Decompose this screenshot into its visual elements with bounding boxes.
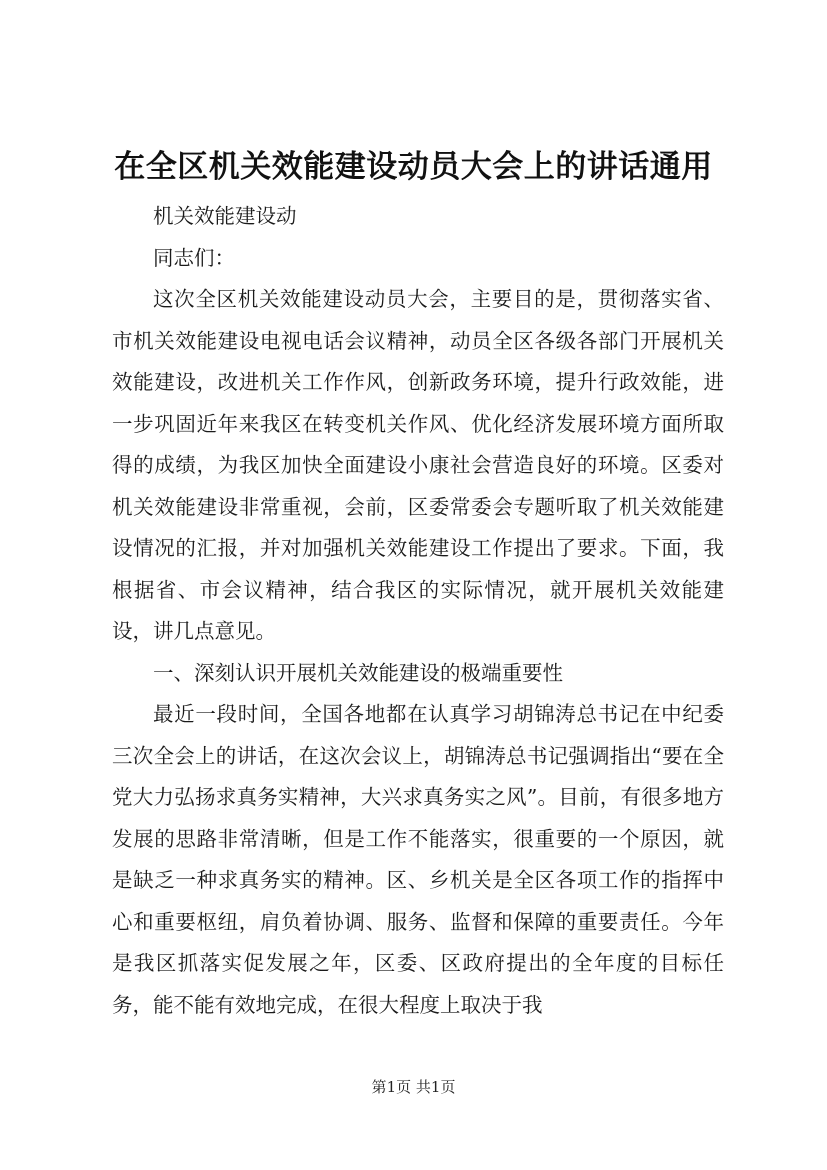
body-paragraph: 最近一段时间，全国各地都在认真学习胡锦涛总书记在中纪委三次全会上的讲话，在这次会议上，胡锦涛总书记强调指出“要在全党大力弘扬求真务实精神，大兴求真务实之风”。目前，有很多地方发展的思路非常清晰，但是工作不能落实，很重要的一个原因，就是缺乏一种求真务实的精神。区、乡机关是全区各项工作的指挥中心和重要枢纽，肩负着协调、服务、监督和保障的重要责任。今年是我区抓落实促发展之年，区委、区政府提出的全年度的目标任务，能不能有效地完成，在很大程度上取决于我 xyxy=(112,702,724,1017)
page-label-suffix: 页 共 xyxy=(396,1078,431,1096)
total-label-suffix: 页 xyxy=(440,1078,456,1096)
page-label-prefix: 第 xyxy=(371,1078,387,1096)
intro-paragraph: 这次全区机关效能建设动员大会，主要目的是，贯彻落实省、市机关效能建设电视电话会议精神，动员全区各级各部门开展机关效能建设，改进机关工作作风，创新政务环境，提升行政效能，进一步巩固近年来我区在转变机关作风、优化经济发展环境方面所取得的成绩，为我区加快全面建设小康社会营造良好的环境。区委对机关效能建设非常重视，会前，区委常委会专题听取了机关效能建设情况的汇报，并对加强机关效能建设工作提出了要求。下面，我根据省、市会议精神，结合我区的实际情况，就开展机关效能建设，讲几点意见。 xyxy=(112,287,724,643)
total-pages-number: 1 xyxy=(430,1078,441,1096)
salutation-paragraph: 同志们： xyxy=(153,245,235,270)
document-body xyxy=(112,196,724,1026)
subtitle-paragraph: 机关效能建设动 xyxy=(153,204,297,228)
page-footer xyxy=(0,1077,827,1097)
document-title: 在全区机关效能建设动员大会上的讲话通用 xyxy=(114,149,713,185)
section-heading: 一、深刻认识开展机关效能建设的极端重要性 xyxy=(153,660,563,685)
current-page-number: 1 xyxy=(386,1078,397,1096)
